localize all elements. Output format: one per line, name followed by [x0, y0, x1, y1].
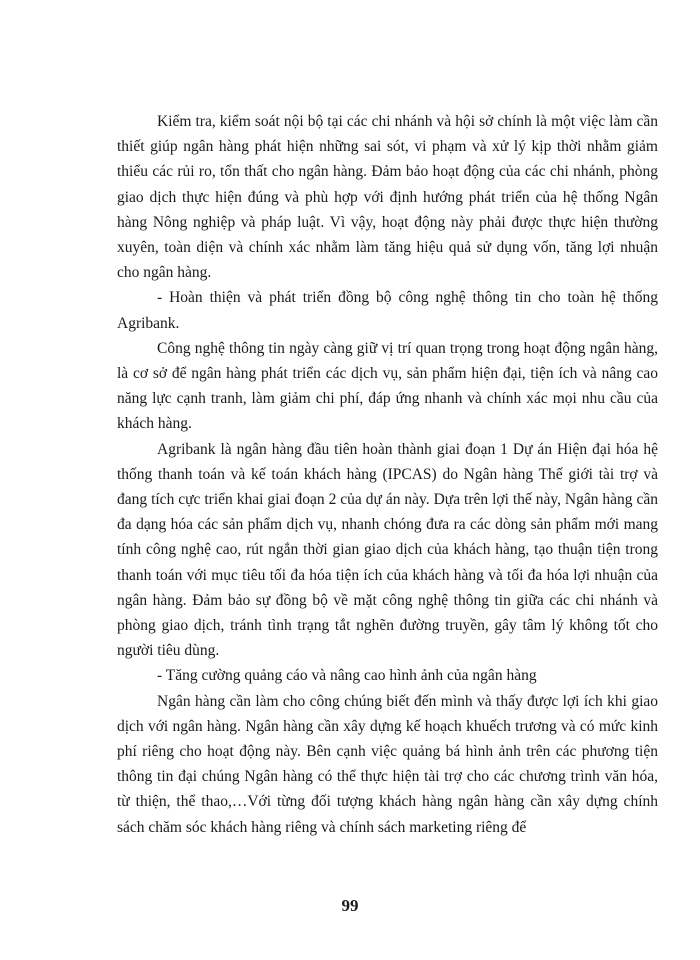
paragraph-public-image: Ngân hàng cần làm cho công chúng biết đến mình và thấy được lợi ích khi giao dịch với ngân hàng. Ngân hàng cần xây dựng kế hoạch khuếch trương và có mức kinh phí riêng cho hoạt động này. Bên cạnh việc quảng bá hình ảnh trên các phương tiện thông tin đại chúng Ngân hàng có thể thực hiện tài trợ cho các chương trình văn hóa, từ thiện, thể thao,…Với từng đối tượng khách hàng ngân hàng cần xây dựng chính sách chăm sóc khách hàng riêng và chính sách marketing riêng để	[117, 692, 658, 836]
paragraph-it-importance: Công nghệ thông tin ngày càng giữ vị trí quan trọng trong hoạt động ngân hàng, là cơ sở để ngân hàng phát triển các dịch vụ, sản phẩm hiện đại, tiện ích và nâng cao năng lực cạnh tranh, làm giảm chi phí, đáp ứng nhanh và chính xác mọi nhu cầu của khách hàng.	[117, 339, 658, 433]
bullet-advertising: - Tăng cường quảng cáo và nâng cao hình ảnh của ngân hàng	[157, 667, 537, 685]
paragraph-internal-audit: Kiểm tra, kiểm soát nội bộ tại các chi nhánh và hội sở chính là một việc làm cần thiết giúp ngân hàng phát hiện những sai sót, vi phạm và xử lý kịp thời nhằm giảm thiểu các rủi ro, tổn thất cho ngân hàng. Đảm bảo hoạt động của các chi nhánh, phòng giao dịch thực hiện đúng và phù hợp với định hướng phát triển của hệ thống Ngân hàng Nông nghiệp và pháp luật. Vì vậy, hoạt động này phải được thực hiện thường xuyên, toàn diện và chính xác nhằm làm tăng hiệu quả sử dụng vốn, tăng lợi nhuận cho ngân hàng.	[117, 113, 658, 282]
body-text	[117, 109, 658, 840]
page-number: 99	[341, 896, 359, 915]
paragraph-agribank-ipcas: Agribank là ngân hàng đầu tiên hoàn thành giai đoạn 1 Dự án Hiện đại hóa hệ thống thanh toán và kế toán khách hàng (IPCAS) do Ngân hàng Thế giới tài trợ và đang tích cực triển khai giai đoạn 2 của dự án này. Dựa trên lợi thế này, Ngân hàng cần đa dạng hóa các sản phẩm dịch vụ, nhanh chóng đưa ra các dòng sản phẩm mới mang tính công nghệ cao, rút ngắn thời gian giao dịch của khách hàng, tạo thuận tiện trong thanh toán với mục tiêu tối đa hóa tiện ích của khách hàng và tối đa hóa lợi nhuận của ngân hàng. Đảm bảo sự đồng bộ về mặt công nghệ thông tin giữa các chi nhánh và phòng giao dịch, tránh tình trạng tắt nghẽn đường truyền, gây tâm lý không tốt cho người tiêu dùng.	[117, 440, 658, 660]
bullet-it-development: - Hoàn thiện và phát triển đồng bộ công nghệ thông tin cho toàn hệ thống Agribank.	[117, 289, 658, 332]
